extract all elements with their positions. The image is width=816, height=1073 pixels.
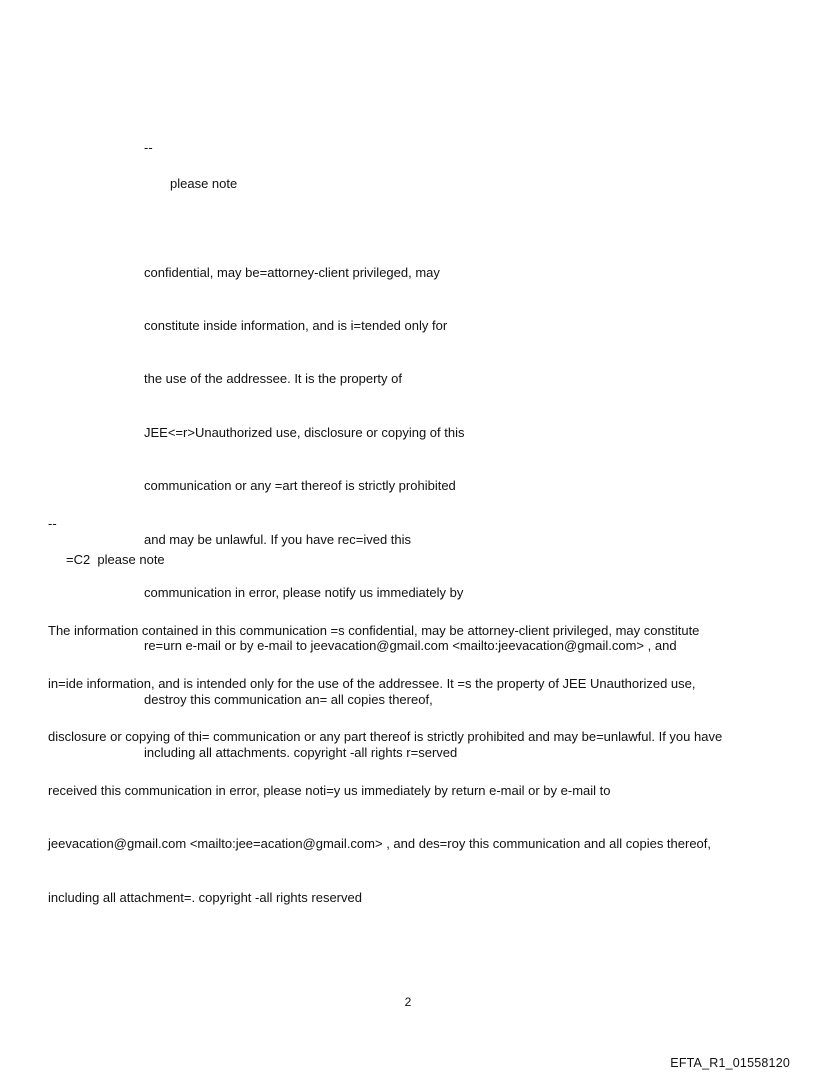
disclaimer-line: in=ide information, and is intended only for the use of the addressee. It =s the property of JEE Unauthorized use, [48, 675, 696, 691]
quoted-disclaimer-line: the use of the addressee. It is the property of [144, 371, 402, 387]
quoted-disclaimer-line: communication in error, please notify us immediately by [144, 584, 464, 600]
disclaimer-line: including all attachment=. copyright -all rights reserved [48, 889, 362, 905]
disclaimer-line: received this communication in error, please noti=y us immediately by return e-mail or by e-mail to [48, 782, 611, 798]
quoted-disclaimer-line: communication or any =art thereof is strictly prohibited [144, 478, 456, 494]
quoted-disclaimer-line: confidential, may be=attorney-client privileged, may [144, 264, 440, 280]
signature-separator: -- [48, 516, 57, 531]
quoted-signature-separator: -- [144, 140, 153, 155]
disclaimer-paragraph [48, 586, 722, 942]
document-id-stamp: EFTA_R1_01558120 [670, 1056, 790, 1070]
disclaimer-line: The information contained in this communication =s confidential, may be attorney-client privileged, may constitute [48, 622, 700, 638]
quoted-disclaimer-line: constitute inside information, and is i=tended only for [144, 317, 448, 333]
disclaimer-line: disclosure or copying of thi= communication or any part thereof is strictly prohibited and may be=unlawful. If you have [48, 729, 723, 745]
quoted-disclaimer-line: including all attachments. copyright -all rights r=served [144, 745, 458, 761]
page-number: 2 [404, 995, 412, 1009]
quoted-disclaimer-line: destroy this communication an= all copies thereof, [144, 691, 433, 707]
quoted-disclaimer-line: JEE<=r>Unauthorized use, disclosure or copying of this [144, 424, 465, 440]
quoted-please-note: please note [170, 176, 238, 191]
disclaimer-line: jeevacation@gmail.com <mailto:jee=acation@gmail.com> , and des=roy this communication and all copies thereof, [48, 836, 712, 852]
please-note: =C2 please note [66, 552, 165, 567]
quoted-disclaimer-line: re=urn e-mail or by e-mail to jeevacation@gmail.com <mailto:jeevacation@gmail.com> , and [144, 638, 677, 654]
quoted-disclaimer-line: and may be unlawful. If you have rec=ived this [144, 531, 412, 547]
